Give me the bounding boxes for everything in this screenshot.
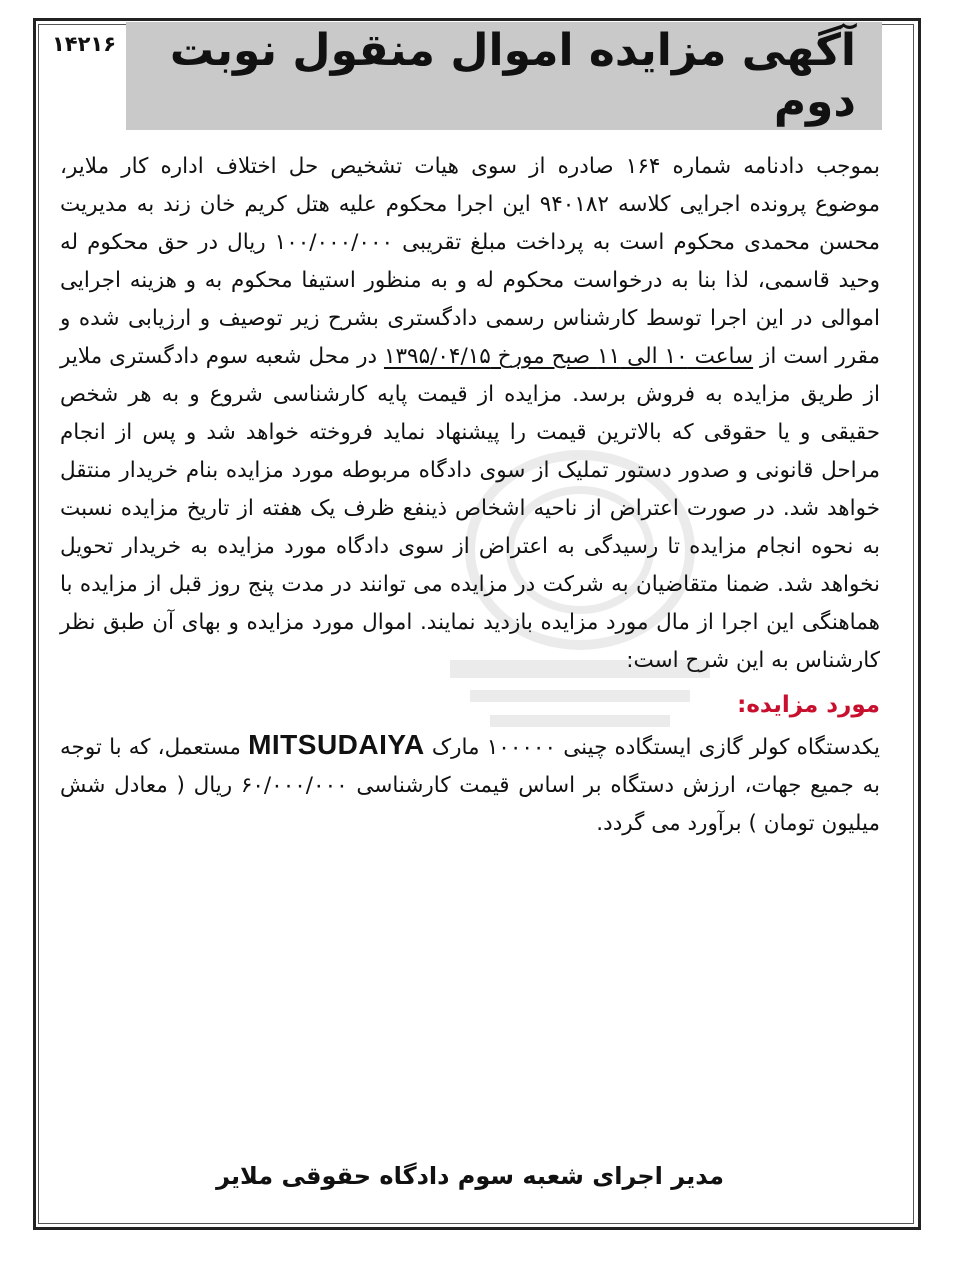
notice-title: آگهی مزایده اموال منقول نوبت دوم bbox=[169, 25, 856, 127]
auction-date-time: ساعت ۱۰ الی ۱۱ صبح مورخ ۱۳۹۵/۰۴/۱۵ bbox=[383, 344, 754, 369]
item-text-part-1: یکدستگاه کولر گازی ایستگاده چینی ۱۰۰۰۰۰ مارک bbox=[424, 735, 880, 760]
auction-item-description bbox=[60, 726, 880, 843]
auction-subject-heading: مورد مزایده: bbox=[737, 692, 880, 718]
paragraph-text-part-1: بموجب دادنامه شماره ۱۶۴ صادره از سوی هیات تشخیص حل اختلاف اداره کار ملایر، موضوع پرونده اجرایی کلاسه ۹۴۰۱۸۲ این اجرا محکوم علیه هتل کریم خان زند به مدیریت محسن محمدی محکوم است به پرداخت مبلغ تقریبی ۱۰۰/۰۰۰/۰۰۰ ریال در حق محکوم له وحید قاسمی، لذا بنا به درخواست محکوم له و به منظور استیفا محکوم به و هزینه اجرایی اموالی در این اجرا توسط کارشناس رسمی دادگستری بشرح زیر توصیف و ارزیابی شده و مقرر است از bbox=[60, 154, 881, 369]
notice-number: ۱۴۲۱۶ bbox=[51, 32, 117, 56]
notice-main-paragraph bbox=[60, 148, 880, 680]
item-brand: MITSUDAIYA bbox=[248, 729, 425, 760]
notice-body bbox=[60, 148, 880, 843]
title-banner bbox=[126, 22, 882, 130]
item-text-part-2: مستعمل، که با توجه به جمیع جهات، ارزش دستگاه بر اساس قیمت کارشناسی ۶۰/۰۰۰/۰۰۰ ریال ( معادل شش میلیون تومان ) برآورد می گردد. bbox=[60, 735, 880, 836]
paragraph-text-part-2: در محل شعبه سوم دادگستری ملایر از طریق مزایده به فروش برسد. مزایده از قیمت پایه کارشناسی شروع و به هر شخص حقیقی و یا حقوقی که بالاترین قیمت را پیشنهاد نماید فروخته خواهد شد و پس از انجام مراحل قانونی و صدور دستور تملیک از سوی دادگاه مربوطه مورد مزایده بنام خریدار منتقل خواهد شد. در صورت اعتراض از ناحیه اشخاص ذینفع ظرف یک هفته از تاریخ مزایده نسبت به نحوه انجام مزایده تا رسیدگی به اعتراض از سوی دادگاه مورد مزایده به خریدار تحویل نخواهد شد. ضمنا متقاضیان به شرکت در مزایده می توانند در مدت پنج روز قبل از مزایده با هماهنگی این اجرا از مال مورد مزایده بازدید نمایند. اموال مورد مزایده و بهای آن طبق نظر کارشناس به این شرح است: bbox=[60, 344, 880, 673]
notice-signature: مدیر اجرای شعبه سوم دادگاه حقوقی ملایر bbox=[216, 1162, 724, 1190]
